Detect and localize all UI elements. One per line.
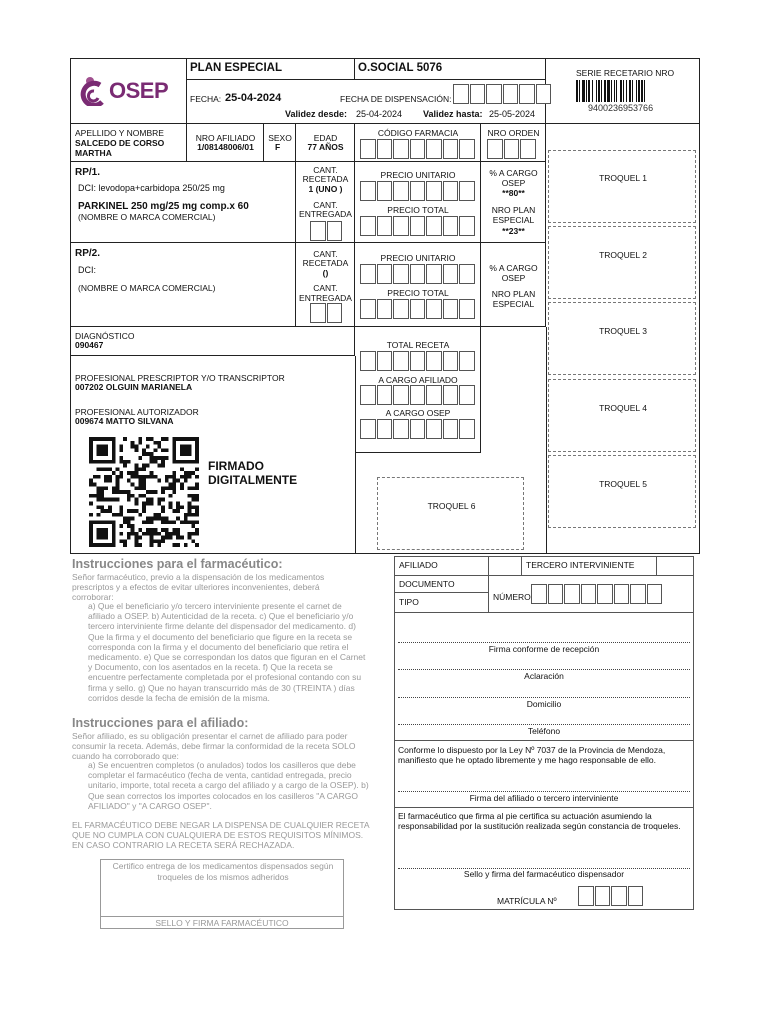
- patient-name-label: APELLIDO Y NOMBRE: [75, 128, 164, 138]
- firmado-line1: FIRMADO: [208, 459, 264, 473]
- fecha-dispensacion-boxes[interactable]: [453, 84, 552, 104]
- receptor-afiliado: AFILIADO: [399, 560, 438, 570]
- troquel-1: [548, 150, 696, 223]
- firmado-line2: DIGITALMENTE: [208, 473, 298, 487]
- afiliado-label: NRO AFILIADO: [195, 133, 256, 143]
- fecha-label: FECHA:: [190, 94, 222, 104]
- ley-section: [394, 740, 694, 808]
- rp2-med-cell: [70, 243, 296, 327]
- plan-label: PLAN ESPECIAL: [190, 62, 283, 74]
- rp1-cant-entregada-label1: CANT.: [313, 200, 338, 210]
- instr-afil-title: Instrucciones para el afiliado:: [72, 716, 249, 730]
- receptor-numero: NÚMERO: [493, 592, 531, 602]
- fecha-value: 25-04-2024: [225, 92, 282, 104]
- troquel-4-label: TROQUEL 4: [599, 403, 647, 413]
- rp1-title: RP/1.: [75, 167, 101, 178]
- rp2-cargo-label1: % A CARGO: [489, 263, 538, 273]
- cargo-afiliado-boxes[interactable]: [360, 385, 476, 405]
- validez-hasta-label: Validez hasta:: [423, 109, 483, 119]
- nro-orden-cell: [481, 124, 546, 162]
- receptor-numero-cell: [489, 576, 694, 613]
- rp1-brand-note: (NOMBRE O MARCA COMERCIAL): [78, 212, 216, 222]
- rp1-cant-entregada-boxes[interactable]: [310, 221, 343, 241]
- troquel-2-label: TROQUEL 2: [599, 250, 647, 260]
- validez-desde-value: 25-04-2024: [356, 109, 403, 119]
- troquel-3: [548, 302, 696, 375]
- rp2-cant-entregada-label1: CANT.: [313, 283, 338, 293]
- rp2-cant-entregada-label2: ENTREGADA: [299, 293, 352, 303]
- rp2-cant-recetada-value: (): [322, 268, 329, 278]
- firma-recepcion-line[interactable]: [398, 642, 690, 643]
- rp2-precio-cell: [355, 243, 481, 327]
- codigo-farmacia-cell: [355, 124, 481, 162]
- rp2-cargo-cell: [481, 243, 546, 327]
- rp1-cargo-cell: [481, 162, 546, 243]
- social-cell: [355, 58, 546, 80]
- instr-afil-intro: Señor afiliado, es su obligación presentar el carnet de afiliado para poder consumir la receta. Además, debe firmar la conformidad de la receta SOLO cuando ha corroborado que:: [72, 731, 356, 762]
- rp1-cant-recetada-value: 1 (UNO ): [308, 184, 343, 194]
- ley-text: Conforme lo dispuesto por la Ley Nº 7037 de la Provincia de Mendoza, manifiesto que he optado libremente y me hago responsable de ello.: [398, 745, 666, 765]
- osep-logo-text: OSEP: [109, 78, 169, 103]
- fecha-dispensacion-label: FECHA DE DISPENSACIÓN:: [340, 94, 452, 104]
- telefono-label: Teléfono: [527, 726, 561, 736]
- cargo-osep-boxes[interactable]: [360, 419, 476, 439]
- barcode-number: 9400236953766: [588, 103, 654, 113]
- receptor-afiliado-cell: [394, 556, 489, 576]
- receptor-tercero-check[interactable]: [657, 556, 694, 576]
- osep-logo-icon: [80, 76, 108, 106]
- rp1-brand: PARKINEL 250 mg/25 mg comp.x 60: [78, 201, 249, 212]
- certifico-line: [101, 916, 343, 917]
- patient-name-cell: [70, 124, 187, 162]
- cargo-osep-label: A CARGO OSEP: [385, 408, 451, 418]
- rp1-cant-recetada-label2: RECETADA: [302, 174, 349, 184]
- rp2-precio-unitario-boxes[interactable]: [360, 264, 476, 284]
- prescriptor-value: 007202 OLGUIN MARIANELA: [75, 382, 193, 392]
- form-mid-divider: [355, 356, 356, 554]
- receptor-tercero: TERCERO INTERVINIENTE: [526, 560, 635, 570]
- firma-afiliado-label: Firma del afiliado o tercero interviniente: [469, 793, 619, 803]
- rp1-cant-entregada-label2: ENTREGADA: [299, 209, 352, 219]
- autorizador-value: 009674 MATTO SILVANA: [75, 416, 174, 426]
- receptor-tercero-cell: [522, 556, 657, 576]
- validez-desde-label: Validez desde:: [285, 109, 348, 119]
- instr-afil-body: a) Se encuentren completos (o anulados) todos los casilleros que debe completar el farmacéutico (fecha de venta, cantidad entregada, precio unitario, importe, total receta a cargo del afiliado y a cargo de la OSEP). b) Que sean correctos los importes colocados en los casilleros "A CARGO AFILIADO" y "A CARGO OSEP".: [88, 760, 369, 811]
- troquel-6: [377, 477, 524, 550]
- firma-recepcion-label: Firma conforme de recepción: [488, 644, 600, 654]
- plan-cell: [187, 58, 355, 80]
- rp1-plan-label1: NRO PLAN: [491, 205, 536, 215]
- telefono-line[interactable]: [398, 724, 690, 725]
- receptor-documento: DOCUMENTO: [399, 579, 455, 589]
- patient-name-line2: MARTHA: [75, 148, 112, 158]
- edad-label: EDAD: [313, 133, 338, 143]
- certifico-text: Certifico entrega de los medicamentos dispensados según troqueles de los mismos adheridos: [112, 861, 334, 882]
- aclaracion-line[interactable]: [398, 669, 690, 670]
- rp2-plan-label1: NRO PLAN: [491, 289, 536, 299]
- cargo-afiliado-label: A CARGO AFILIADO: [378, 375, 458, 385]
- nro-orden-boxes[interactable]: [487, 139, 537, 159]
- total-receta-label: TOTAL RECETA: [386, 340, 450, 350]
- rp2-cargo-label2: OSEP: [501, 273, 526, 283]
- domicilio-line[interactable]: [398, 697, 690, 698]
- rp1-cargo-label2: OSEP: [501, 178, 526, 188]
- edad-value: 77 AÑOS: [307, 142, 344, 152]
- receptor-documento-divider: [394, 592, 489, 593]
- diagnostico-label: DIAGNÓSTICO: [75, 331, 135, 341]
- rp1-plan-label2: ESPECIAL: [492, 215, 535, 225]
- serie-label: SERIE RECETARIO NRO: [576, 68, 675, 78]
- rp1-precio-unitario-label: PRECIO UNITARIO: [380, 170, 456, 180]
- fecha-cell: [187, 80, 546, 124]
- domicilio-label: Domicilio: [526, 699, 562, 709]
- troquel-3-label: TROQUEL 3: [599, 326, 647, 336]
- afiliado-value: 1/08148006/01: [197, 142, 254, 152]
- codigo-farmacia-boxes[interactable]: [360, 139, 476, 159]
- rp2-plan-label2: ESPECIAL: [492, 299, 535, 309]
- rp1-precio-total-label: PRECIO TOTAL: [387, 205, 449, 215]
- rp2-dci: DCI:: [78, 265, 96, 275]
- rp2-brand-note: (NOMBRE O MARCA COMERCIAL): [78, 283, 216, 293]
- sello-disp-label: Sello y firma del farmacéutico dispensador: [463, 869, 625, 879]
- instr-farm-body: a) Que el beneficiario y/o tercero interviniente presente el carnet de afiliado a OSEP. b) Autenticidad de la receta. c) Que el beneficiario y/o tercero interviniente firme delante del dispensador del medicamento. d) Que la firma y el documento del beneficiario que figure en la receta se corresponda con la firma y el documento del beneficiario que retira el medicamento. e) Que se correspondan los datos que figuran en el Carnet y Documento, con los asentados en la receta. f) Que la receta se encuentre perfectamente completada por el profesional contando con su firma y sello. g) Que no hayan transcurrido más de 30 (TREINTA ) días corridos desde la fecha de emisión de la misma.: [88, 601, 366, 703]
- rp1-cant-recetada-label1: CANT.: [313, 165, 338, 175]
- receptor-numero-boxes[interactable]: [531, 584, 663, 604]
- rp2-cant-recetada-label2: RECETADA: [302, 258, 349, 268]
- qr-code: [86, 437, 202, 547]
- barcode: [576, 80, 672, 102]
- receptor-afiliado-check[interactable]: [489, 556, 522, 576]
- osep-logo: [80, 76, 168, 106]
- certifico-box: [100, 859, 344, 929]
- autorizador-label: PROFESIONAL AUTORIZADOR: [75, 407, 199, 417]
- nro-orden-label: NRO ORDEN: [487, 128, 540, 138]
- edad-cell: [296, 124, 355, 162]
- aclaracion-label: Aclaración: [524, 671, 564, 681]
- rp2-cant-cell: [296, 243, 355, 327]
- rp2-cant-recetada-label1: CANT.: [313, 249, 338, 259]
- troquel-2: [548, 226, 696, 299]
- troquel-5-label: TROQUEL 5: [599, 479, 647, 489]
- troquel-4: [548, 379, 696, 452]
- instr-farm-title: Instrucciones para el farmacéutico:: [72, 557, 283, 571]
- diagnostico-cell: [70, 327, 355, 356]
- rp2-cant-entregada-boxes[interactable]: [310, 303, 343, 323]
- rp1-dci: DCI: levodopa+carbidopa 250/25 mg: [78, 183, 225, 193]
- sexo-label: SEXO: [268, 133, 292, 143]
- matricula-label: MATRÍCULA Nº: [497, 896, 557, 906]
- patient-name-line1: SALCEDO DE CORSO: [75, 138, 165, 148]
- rp1-med-cell: [70, 162, 296, 243]
- afiliado-cell: [187, 124, 264, 162]
- troquel-6-label: TROQUEL 6: [427, 501, 476, 511]
- total-receta-boxes[interactable]: [360, 351, 476, 371]
- rp1-precio-total-boxes[interactable]: [360, 216, 476, 236]
- instr-farm-intro: Señor farmacéutico, previo a la dispensación de los medicamentos prescriptos y a efectos de evitar ulteriores inconvenientes, deberá corroborar:: [72, 572, 325, 603]
- sexo-value: F: [275, 142, 281, 152]
- codigo-farmacia-label: CÓDIGO FARMACIA: [377, 128, 459, 138]
- rp1-cant-cell: [296, 162, 355, 243]
- receptor-documento-cell: [394, 576, 489, 613]
- rp1-precio-cell: [355, 162, 481, 243]
- receptor-tipo: TIPO: [399, 597, 419, 607]
- rp1-precio-unitario-boxes[interactable]: [360, 181, 476, 201]
- farm-text: El farmacéutico que firma al pie certifica su actuación asumiendo la responsabilidad por la sustitución realizada según constancia de troqueles.: [398, 811, 681, 831]
- matricula-boxes[interactable]: [578, 886, 644, 906]
- rp2-precio-unitario-label: PRECIO UNITARIO: [380, 253, 456, 263]
- validez-hasta-value: 25-05-2024: [489, 109, 536, 119]
- rp2-precio-total-label: PRECIO TOTAL: [387, 288, 449, 298]
- totals-right-divider: [546, 327, 547, 554]
- logo-cell: [70, 58, 187, 124]
- serie-cell: [546, 58, 700, 124]
- instr-afil-warning: EL FARMACÉUTICO DEBE NEGAR LA DISPENSA DE CUALQUIER RECETA QUE NO CUMPLA CON CUALQUIERA DE ESTOS REQUISITOS MÍNIMOS. EN CASO CONTRARIO LA RECETA SERÁ RECHAZADA.: [72, 820, 370, 851]
- sexo-cell: [264, 124, 296, 162]
- rp1-plan-value: **23**: [502, 226, 525, 236]
- rp2-precio-total-boxes[interactable]: [360, 299, 476, 319]
- totals-cell: [355, 327, 481, 453]
- troquel-5: [548, 455, 696, 528]
- firma-afiliado-line[interactable]: [398, 791, 690, 792]
- rp2-title: RP/2.: [75, 248, 101, 259]
- diagnostico-value: 090467: [75, 340, 104, 350]
- social-label: O.SOCIAL 5076: [358, 62, 443, 74]
- certifico-sello: SELLO Y FIRMA FARMACÉUTICO: [155, 918, 289, 928]
- rp1-cargo-label1: % A CARGO: [489, 168, 538, 178]
- prescriptor-label: PROFESIONAL PRESCRIPTOR Y/O TRANSCRIPTOR: [75, 373, 285, 383]
- troquel-1-label: TROQUEL 1: [599, 173, 647, 183]
- rp1-cargo-value: **80**: [502, 188, 525, 198]
